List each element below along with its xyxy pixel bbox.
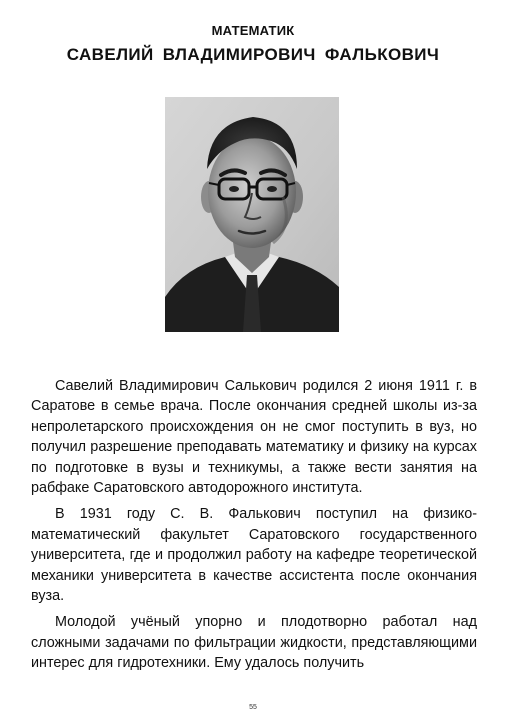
page-title: САВЕЛИЙ ВЛАДИМИРОВИЧ ФАЛЬКОВИЧ — [66, 45, 440, 64]
biography-text — [31, 376, 477, 680]
paragraph-2: В 1931 году С. В. Фалькович поступил на физико-математический факультет Саратовского государственного университета, где и продолжил работу на кафедре теоретической механики университета в качестве ассистента после окончания вуза. — [31, 506, 477, 605]
portrait-photo — [165, 97, 339, 332]
paragraph-3: Молодой учёный упорно и плодотворно работал над сложными задачами по фильтрации жидкости, представляющими интерес для гидротехники. Ему удалось получить — [31, 614, 477, 672]
page-kicker: МАТЕМАТИК — [211, 23, 295, 38]
portrait-image — [165, 97, 339, 332]
page-number: 55 — [249, 704, 257, 711]
paragraph-1: Савелий Владимирович Салькович родился 2 июня 1911 г. в Саратове в семье врача. После окончания средней школы из-за непролетарского происхождения он не смог поступить в вуз, но получил разрешение преподавать математику и физику на курсах по подготовке в вузы и техникумы, а также вести занятия на рабфаке Саратовского автодорожного института. — [31, 378, 477, 497]
